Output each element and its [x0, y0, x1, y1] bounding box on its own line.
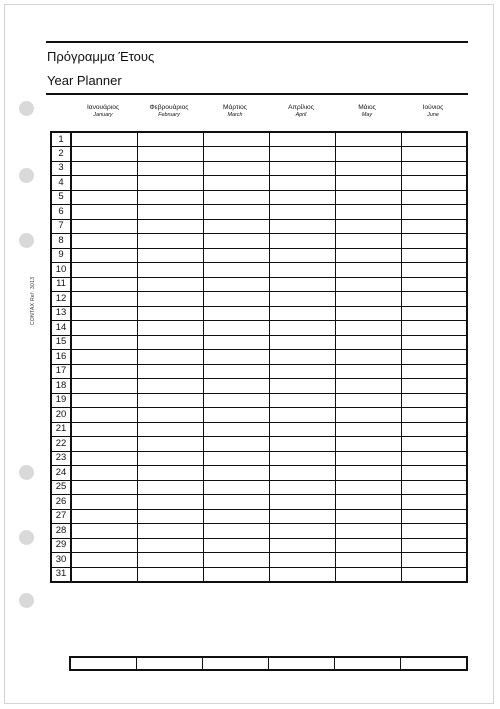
- title-greek: Πρόγραμμα Έτους: [47, 49, 155, 64]
- day-cell[interactable]: [335, 364, 401, 379]
- month-name-greek: Ιούνιος: [422, 104, 444, 111]
- day-cell[interactable]: [269, 306, 335, 321]
- day-cell[interactable]: [401, 393, 467, 408]
- day-number: 21: [51, 422, 71, 437]
- day-number: 11: [51, 277, 71, 292]
- day-cell[interactable]: [269, 132, 335, 147]
- day-cell[interactable]: [401, 306, 467, 321]
- day-row: [51, 277, 467, 292]
- day-cell[interactable]: [203, 277, 269, 292]
- day-cell[interactable]: [335, 538, 401, 553]
- day-cell[interactable]: [203, 495, 269, 510]
- day-cell[interactable]: [71, 495, 137, 510]
- day-cell[interactable]: [269, 321, 335, 336]
- day-number: 17: [51, 364, 71, 379]
- day-cell[interactable]: [269, 248, 335, 263]
- month-name-english: January: [93, 112, 113, 118]
- day-cell[interactable]: [269, 393, 335, 408]
- day-cell[interactable]: [71, 219, 137, 234]
- day-cell[interactable]: [269, 480, 335, 495]
- day-cell[interactable]: [401, 422, 467, 437]
- day-cell[interactable]: [269, 524, 335, 539]
- day-cell[interactable]: [335, 408, 401, 423]
- month-name-greek: Μάιος: [358, 104, 376, 111]
- day-row: [51, 422, 467, 437]
- day-cell[interactable]: [335, 205, 401, 220]
- day-cell[interactable]: [203, 147, 269, 162]
- day-cell[interactable]: [269, 495, 335, 510]
- day-cell[interactable]: [137, 176, 203, 191]
- day-cell[interactable]: [203, 567, 269, 582]
- day-cell[interactable]: [335, 190, 401, 205]
- day-row: [51, 321, 467, 336]
- planner-grid: [50, 131, 468, 583]
- day-number: 1: [51, 132, 71, 147]
- day-number: 15: [51, 335, 71, 350]
- day-number: 14: [51, 321, 71, 336]
- day-cell[interactable]: [137, 292, 203, 307]
- day-cell[interactable]: [335, 553, 401, 568]
- day-cell[interactable]: [71, 524, 137, 539]
- day-number: 7: [51, 219, 71, 234]
- day-number: 24: [51, 466, 71, 481]
- day-cell[interactable]: [335, 451, 401, 466]
- day-cell[interactable]: [401, 335, 467, 350]
- day-cell[interactable]: [401, 466, 467, 481]
- day-cell[interactable]: [335, 495, 401, 510]
- day-cell[interactable]: [269, 350, 335, 365]
- day-cell[interactable]: [269, 205, 335, 220]
- day-cell[interactable]: [71, 248, 137, 263]
- month-name-english: February: [158, 112, 180, 118]
- day-cell[interactable]: [203, 422, 269, 437]
- day-cell[interactable]: [71, 422, 137, 437]
- day-cell[interactable]: [203, 480, 269, 495]
- month-header-february: [136, 104, 202, 119]
- day-cell[interactable]: [401, 379, 467, 394]
- day-cell[interactable]: [137, 277, 203, 292]
- day-cell[interactable]: [401, 234, 467, 249]
- day-cell[interactable]: [203, 205, 269, 220]
- day-cell[interactable]: [335, 335, 401, 350]
- day-row: [51, 408, 467, 423]
- day-cell[interactable]: [137, 553, 203, 568]
- day-cell[interactable]: [335, 176, 401, 191]
- day-cell[interactable]: [269, 466, 335, 481]
- day-number: 6: [51, 205, 71, 220]
- day-number: 4: [51, 176, 71, 191]
- day-row: [51, 495, 467, 510]
- day-cell[interactable]: [71, 335, 137, 350]
- month-name-english: June: [427, 112, 439, 118]
- day-number: 26: [51, 495, 71, 510]
- day-cell[interactable]: [203, 306, 269, 321]
- day-cell[interactable]: [269, 567, 335, 582]
- day-cell[interactable]: [203, 248, 269, 263]
- day-cell[interactable]: [137, 306, 203, 321]
- day-cell[interactable]: [269, 364, 335, 379]
- day-row: [51, 364, 467, 379]
- day-cell[interactable]: [137, 466, 203, 481]
- day-cell[interactable]: [401, 147, 467, 162]
- title-english: Year Planner: [47, 73, 122, 88]
- day-row: [51, 306, 467, 321]
- day-number: 18: [51, 379, 71, 394]
- month-name-english: May: [361, 112, 373, 118]
- day-cell[interactable]: [401, 567, 467, 582]
- day-cell[interactable]: [71, 176, 137, 191]
- day-cell[interactable]: [71, 408, 137, 423]
- day-row: [51, 161, 467, 176]
- day-cell[interactable]: [71, 321, 137, 336]
- binder-hole: [19, 530, 34, 545]
- day-cell[interactable]: [137, 379, 203, 394]
- day-cell[interactable]: [401, 524, 467, 539]
- day-cell[interactable]: [71, 553, 137, 568]
- day-number: 30: [51, 553, 71, 568]
- day-cell[interactable]: [335, 321, 401, 336]
- day-cell[interactable]: [71, 480, 137, 495]
- day-cell[interactable]: [71, 567, 137, 582]
- day-cell[interactable]: [71, 292, 137, 307]
- day-cell[interactable]: [137, 234, 203, 249]
- day-cell[interactable]: [137, 408, 203, 423]
- day-number: 25: [51, 480, 71, 495]
- day-cell[interactable]: [203, 509, 269, 524]
- day-cell[interactable]: [203, 553, 269, 568]
- day-cell[interactable]: [335, 248, 401, 263]
- month-name-greek: Φεβρουάριος: [149, 104, 189, 111]
- day-row: [51, 350, 467, 365]
- day-cell[interactable]: [269, 277, 335, 292]
- day-cell[interactable]: [335, 147, 401, 162]
- day-cell[interactable]: [269, 263, 335, 278]
- day-cell[interactable]: [71, 277, 137, 292]
- day-cell[interactable]: [203, 437, 269, 452]
- day-cell[interactable]: [269, 335, 335, 350]
- day-number: 20: [51, 408, 71, 423]
- day-cell[interactable]: [401, 161, 467, 176]
- day-cell[interactable]: [71, 263, 137, 278]
- day-cell[interactable]: [203, 132, 269, 147]
- day-row: [51, 538, 467, 553]
- totals-cell[interactable]: [71, 658, 137, 669]
- day-cell[interactable]: [137, 161, 203, 176]
- day-row: [51, 190, 467, 205]
- day-cell[interactable]: [401, 480, 467, 495]
- day-row: [51, 567, 467, 582]
- day-cell[interactable]: [335, 466, 401, 481]
- day-cell[interactable]: [137, 422, 203, 437]
- day-cell[interactable]: [401, 176, 467, 191]
- day-row: [51, 393, 467, 408]
- day-row: [51, 147, 467, 162]
- day-cell[interactable]: [137, 451, 203, 466]
- day-cell[interactable]: [203, 408, 269, 423]
- day-row: [51, 480, 467, 495]
- binder-hole: [19, 168, 34, 183]
- day-cell[interactable]: [269, 553, 335, 568]
- day-cell[interactable]: [203, 190, 269, 205]
- day-cell[interactable]: [137, 205, 203, 220]
- day-cell[interactable]: [269, 437, 335, 452]
- day-cell[interactable]: [269, 451, 335, 466]
- day-cell[interactable]: [137, 335, 203, 350]
- day-row: [51, 466, 467, 481]
- day-cell[interactable]: [335, 263, 401, 278]
- month-header-june: [400, 104, 466, 119]
- day-cell[interactable]: [203, 335, 269, 350]
- month-headers: [70, 104, 468, 130]
- day-cell[interactable]: [137, 538, 203, 553]
- day-cell[interactable]: [71, 538, 137, 553]
- day-cell[interactable]: [401, 553, 467, 568]
- day-row: [51, 219, 467, 234]
- day-cell[interactable]: [401, 509, 467, 524]
- totals-cell[interactable]: [335, 658, 401, 669]
- day-cell[interactable]: [137, 509, 203, 524]
- day-cell[interactable]: [203, 379, 269, 394]
- day-cell[interactable]: [269, 538, 335, 553]
- day-cell[interactable]: [269, 176, 335, 191]
- day-cell[interactable]: [203, 263, 269, 278]
- day-cell[interactable]: [401, 495, 467, 510]
- day-cell[interactable]: [401, 132, 467, 147]
- day-cell[interactable]: [71, 205, 137, 220]
- day-cell[interactable]: [71, 437, 137, 452]
- day-cell[interactable]: [71, 190, 137, 205]
- day-cell[interactable]: [203, 451, 269, 466]
- day-cell[interactable]: [401, 277, 467, 292]
- day-cell[interactable]: [401, 451, 467, 466]
- binder-hole: [19, 465, 34, 480]
- day-number: 8: [51, 234, 71, 249]
- day-cell[interactable]: [335, 480, 401, 495]
- day-cell[interactable]: [203, 292, 269, 307]
- day-cell[interactable]: [203, 393, 269, 408]
- totals-cell[interactable]: [137, 658, 203, 669]
- day-cell[interactable]: [269, 219, 335, 234]
- day-cell[interactable]: [137, 393, 203, 408]
- month-header-january: [70, 104, 136, 119]
- day-cell[interactable]: [137, 495, 203, 510]
- day-row: [51, 248, 467, 263]
- day-row: [51, 205, 467, 220]
- month-header-march: [202, 104, 268, 119]
- day-row: [51, 553, 467, 568]
- day-cell[interactable]: [71, 306, 137, 321]
- day-row: [51, 509, 467, 524]
- day-number: 22: [51, 437, 71, 452]
- day-cell[interactable]: [335, 292, 401, 307]
- day-cell[interactable]: [137, 248, 203, 263]
- day-cell[interactable]: [269, 147, 335, 162]
- binder-hole: [19, 101, 34, 116]
- day-number: 12: [51, 292, 71, 307]
- day-cell[interactable]: [203, 364, 269, 379]
- day-number: 28: [51, 524, 71, 539]
- day-cell[interactable]: [335, 509, 401, 524]
- day-cell[interactable]: [137, 480, 203, 495]
- day-number: 2: [51, 147, 71, 162]
- day-number: 10: [51, 263, 71, 278]
- day-cell[interactable]: [335, 567, 401, 582]
- day-cell[interactable]: [335, 422, 401, 437]
- day-cell[interactable]: [137, 437, 203, 452]
- day-cell[interactable]: [335, 277, 401, 292]
- day-row: [51, 263, 467, 278]
- day-cell[interactable]: [203, 219, 269, 234]
- day-cell[interactable]: [71, 364, 137, 379]
- day-cell[interactable]: [203, 161, 269, 176]
- day-cell[interactable]: [71, 161, 137, 176]
- day-cell[interactable]: [203, 350, 269, 365]
- day-cell[interactable]: [71, 147, 137, 162]
- day-cell[interactable]: [335, 234, 401, 249]
- day-cell[interactable]: [137, 190, 203, 205]
- day-row: [51, 437, 467, 452]
- totals-cell[interactable]: [203, 658, 269, 669]
- day-cell[interactable]: [137, 321, 203, 336]
- day-cell[interactable]: [401, 364, 467, 379]
- month-name-greek: Ιανουάριος: [86, 104, 120, 111]
- day-cell[interactable]: [71, 466, 137, 481]
- day-cell[interactable]: [203, 176, 269, 191]
- day-cell[interactable]: [269, 379, 335, 394]
- day-cell[interactable]: [269, 509, 335, 524]
- day-cell[interactable]: [137, 364, 203, 379]
- day-cell[interactable]: [71, 234, 137, 249]
- day-cell[interactable]: [71, 132, 137, 147]
- day-row: [51, 132, 467, 147]
- day-cell[interactable]: [401, 248, 467, 263]
- day-cell[interactable]: [269, 190, 335, 205]
- binder-hole: [19, 593, 34, 608]
- totals-row: [69, 656, 468, 671]
- header-rule: [46, 93, 468, 95]
- day-cell[interactable]: [401, 538, 467, 553]
- day-cell[interactable]: [401, 263, 467, 278]
- day-cell[interactable]: [269, 408, 335, 423]
- day-cell[interactable]: [71, 509, 137, 524]
- day-cell[interactable]: [401, 350, 467, 365]
- top-rule: [46, 41, 468, 43]
- month-name-greek: Απρίλιος: [288, 104, 314, 111]
- day-cell[interactable]: [137, 524, 203, 539]
- day-cell[interactable]: [71, 350, 137, 365]
- day-number: 31: [51, 567, 71, 582]
- day-cell[interactable]: [71, 451, 137, 466]
- day-cell[interactable]: [269, 234, 335, 249]
- day-cell[interactable]: [335, 219, 401, 234]
- day-cell[interactable]: [335, 132, 401, 147]
- day-cell[interactable]: [203, 321, 269, 336]
- day-row: [51, 176, 467, 191]
- product-reference: CONTAX Ref. 3013: [30, 276, 36, 325]
- day-cell[interactable]: [401, 292, 467, 307]
- day-cell[interactable]: [137, 132, 203, 147]
- day-number: 9: [51, 248, 71, 263]
- totals-cell[interactable]: [269, 658, 335, 669]
- day-row: [51, 451, 467, 466]
- day-number: 29: [51, 538, 71, 553]
- day-cell[interactable]: [335, 306, 401, 321]
- day-cell[interactable]: [203, 524, 269, 539]
- day-cell[interactable]: [335, 379, 401, 394]
- day-cell[interactable]: [335, 393, 401, 408]
- day-cell[interactable]: [269, 422, 335, 437]
- month-name-greek: Μάρτιος: [223, 104, 247, 111]
- day-cell[interactable]: [203, 234, 269, 249]
- day-cell[interactable]: [401, 437, 467, 452]
- day-cell[interactable]: [137, 263, 203, 278]
- day-cell[interactable]: [401, 205, 467, 220]
- day-cell[interactable]: [71, 379, 137, 394]
- day-number: 13: [51, 306, 71, 321]
- binder-hole: [19, 233, 34, 248]
- day-cell[interactable]: [335, 437, 401, 452]
- day-cell[interactable]: [335, 350, 401, 365]
- month-header-april: [268, 104, 334, 119]
- day-cell[interactable]: [401, 190, 467, 205]
- day-row: [51, 234, 467, 249]
- day-number: 5: [51, 190, 71, 205]
- day-cell[interactable]: [335, 161, 401, 176]
- day-cell[interactable]: [269, 292, 335, 307]
- day-row: [51, 335, 467, 350]
- day-cell[interactable]: [401, 408, 467, 423]
- day-row: [51, 524, 467, 539]
- day-cell[interactable]: [401, 219, 467, 234]
- day-cell[interactable]: [203, 466, 269, 481]
- day-cell[interactable]: [137, 219, 203, 234]
- month-name-english: April: [295, 112, 307, 118]
- day-row: [51, 379, 467, 394]
- totals-cell[interactable]: [401, 658, 466, 669]
- day-cell[interactable]: [137, 147, 203, 162]
- month-header-may: [334, 104, 400, 119]
- day-number: 27: [51, 509, 71, 524]
- day-cell[interactable]: [137, 567, 203, 582]
- day-number: 3: [51, 161, 71, 176]
- day-number: 19: [51, 393, 71, 408]
- day-cell[interactable]: [401, 321, 467, 336]
- day-cell[interactable]: [71, 393, 137, 408]
- day-number: 16: [51, 350, 71, 365]
- day-cell[interactable]: [203, 538, 269, 553]
- day-number: 23: [51, 451, 71, 466]
- day-row: [51, 292, 467, 307]
- day-cell[interactable]: [335, 524, 401, 539]
- day-cell[interactable]: [269, 161, 335, 176]
- day-cell[interactable]: [137, 350, 203, 365]
- month-name-english: March: [227, 112, 243, 118]
